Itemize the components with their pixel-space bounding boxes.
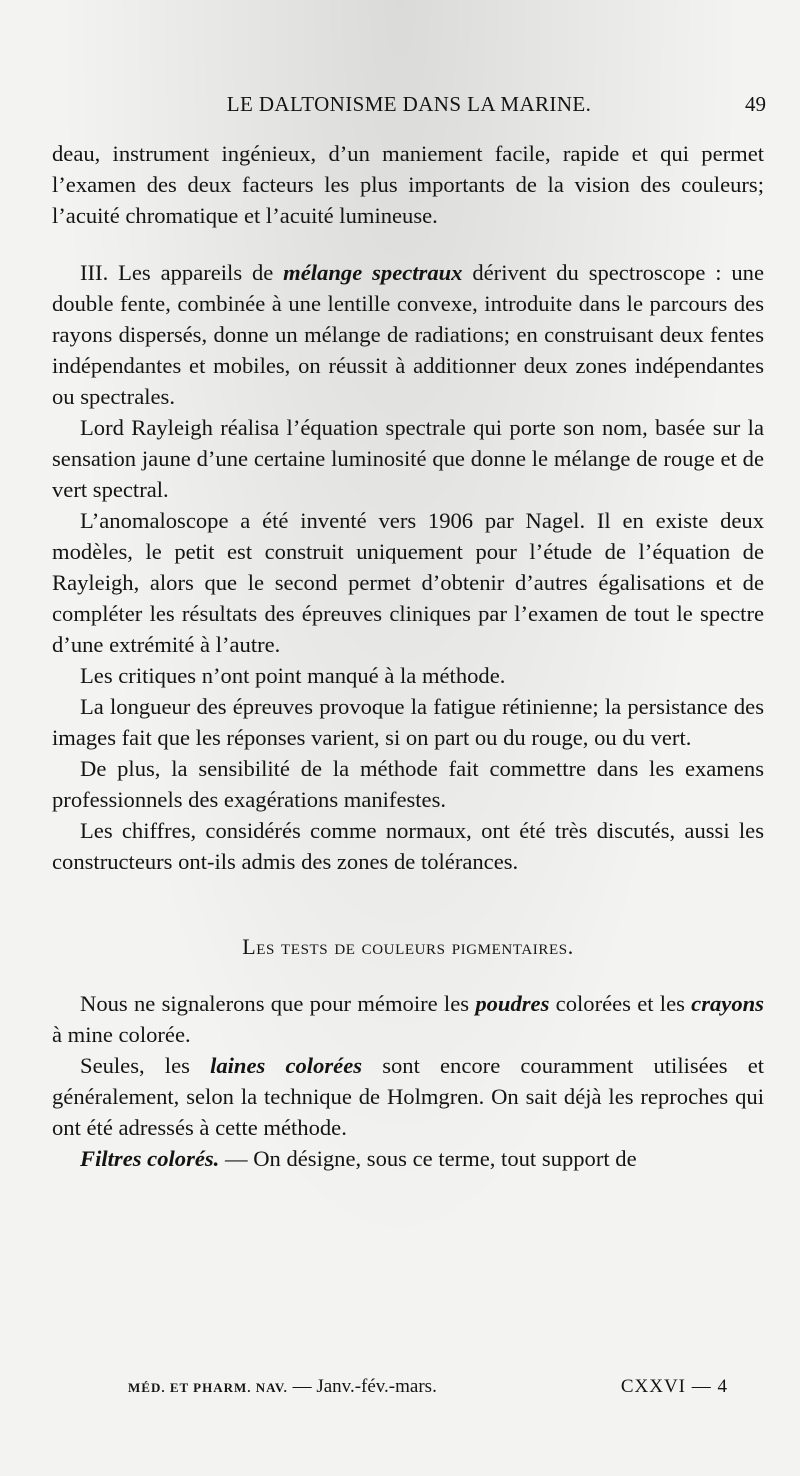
paragraph-powders: [52, 988, 764, 1050]
text-run: Nous ne signalerons que pour mémoire les: [80, 991, 476, 1016]
paragraph: Les chiffres, considérés comme normaux, ont été très discutés, aussi les constructeurs ont-ils admis des zones de tolérances.: [52, 818, 764, 874]
emphasis-text: laines colorées: [210, 1053, 363, 1078]
text-run: dérivent du spectroscope : une double fente, combinée à une lentille convexe, introduite dans le parcours des rayons dispersés, donne un mélange de radiations; en construisant deux fentes indépendantes et mobiles, on réussit à additionner deux zones indépendantes ou spectrales.: [52, 260, 765, 409]
paragraph: Les critiques n’ont point manqué à la méthode.: [80, 663, 506, 688]
paragraph-spectral-mixture: [52, 257, 764, 412]
journal-issue: Janv.-fév.-mars.: [316, 1376, 437, 1397]
text-run: III. Les appareils de: [80, 260, 284, 285]
printer-signature: CXXVI — 4: [620, 1376, 728, 1397]
page-number: 49: [745, 92, 766, 116]
text-run: Seules, les: [80, 1053, 211, 1078]
page-header: [52, 92, 766, 122]
page-footer: [128, 1376, 728, 1406]
paragraph: La longueur des épreuves provoque la fatigue rétinienne; la persistance des images fait que les réponses varient, si on part ou du rouge, ou du vert.: [52, 694, 764, 750]
emphasis-text: poudres: [475, 991, 550, 1016]
paragraph-filters: [52, 1143, 764, 1174]
text-run: à mine colorée.: [52, 1022, 191, 1047]
section-heading: Les tests de couleurs pigmentaires.: [242, 934, 574, 959]
paragraph-wools: [52, 1050, 764, 1143]
paragraph: L’anomaloscope a été inventé vers 1906 par Nagel. Il en existe deux modèles, le petit est construit uniquement pour l’étude de l’équation de Rayleigh, alors que le second permet d’obtenir d’autres égalisations et de compléter les résultats des épreuves cliniques par l’examen de tout le spectre d’une extrémité à l’autre.: [52, 508, 764, 657]
text-run: sont encore couramment utilisées et généralement, selon la technique de Holmgren. On sait déjà les reproches qui ont été adressés à cette méthode.: [52, 1053, 764, 1140]
journal-reference: [128, 1376, 437, 1398]
running-title: LE DALTONISME DANS LA MARINE.: [226, 92, 592, 116]
journal-name: MÉD. ET PHARM. NAV.: [128, 1380, 288, 1395]
emphasis-text: Filtres colorés.: [80, 1146, 220, 1171]
emphasis-text: mélange spectraux: [283, 260, 463, 285]
text-run: — On désigne, sous ce terme, tout support de: [219, 1146, 637, 1171]
paragraph: De plus, la sensibilité de la méthode fait commettre dans les examens professionnels des exagérations manifestes.: [52, 756, 764, 812]
text-run: colorées et les: [549, 991, 692, 1016]
emphasis-text: crayons: [691, 991, 764, 1016]
paragraph: deau, instrument ingénieux, d’un maniement facile, rapide et qui permet l’examen des deux facteurs les plus importants de la vision des couleurs; l’acuité chromatique et l’acuité lumineuse.: [52, 141, 764, 228]
paragraph: Lord Rayleigh réalisa l’équation spectrale qui porte son nom, basée sur la sensation jaune d’une certaine luminosité que donne le mélange de rouge et de vert spectral.: [52, 415, 764, 502]
separator-dash: —: [292, 1376, 312, 1397]
page-body: [52, 138, 764, 1174]
